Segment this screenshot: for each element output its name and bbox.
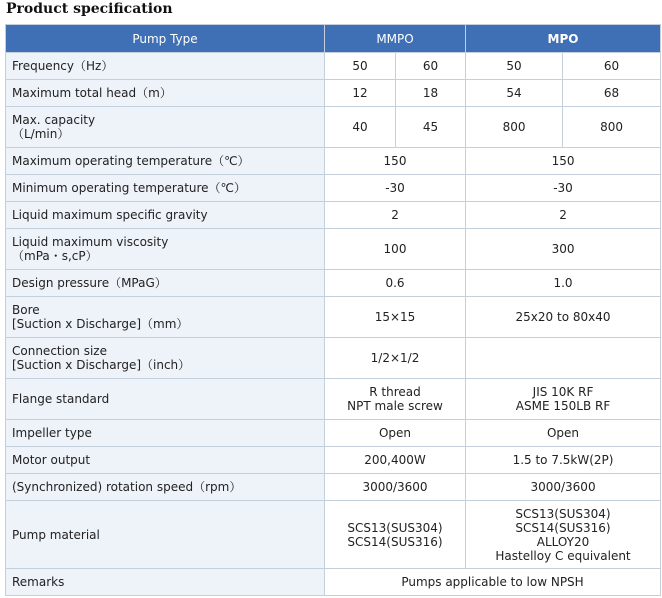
table-row	[6, 420, 661, 447]
cell-value: 50	[466, 53, 563, 80]
row-label: Max. capacity （L/min）	[6, 107, 325, 148]
table-row	[6, 148, 661, 175]
cell-value: 12	[325, 80, 396, 107]
cell-value: 300	[466, 229, 661, 270]
row-label: Motor output	[6, 447, 325, 474]
cell-value: 60	[563, 53, 661, 80]
cell-value: Pumps applicable to low NPSH	[325, 569, 661, 596]
header-mpo: MPO	[466, 25, 661, 53]
table-row	[6, 569, 661, 596]
cell-value: -30	[466, 175, 661, 202]
row-label: Minimum operating temperature（℃）	[6, 175, 325, 202]
table-row	[6, 107, 661, 148]
cell-value: 800	[466, 107, 563, 148]
row-label: Frequency（Hz）	[6, 53, 325, 80]
cell-value: JIS 10K RF ASME 150LB RF	[466, 379, 661, 420]
cell-value: 1.5 to 7.5kW(2P)	[466, 447, 661, 474]
cell-value: Open	[325, 420, 466, 447]
row-label: Maximum total head（m）	[6, 80, 325, 107]
table-row	[6, 297, 661, 338]
spec-table	[5, 24, 661, 596]
cell-value: R thread NPT male screw	[325, 379, 466, 420]
header-pump-type: Pump Type	[6, 25, 325, 53]
row-label: Liquid maximum specific gravity	[6, 202, 325, 229]
table-row	[6, 270, 661, 297]
cell-value: SCS13(SUS304) SCS14(SUS316)	[325, 501, 466, 569]
table-row	[6, 379, 661, 420]
row-label: Impeller type	[6, 420, 325, 447]
cell-value: Open	[466, 420, 661, 447]
table-row	[6, 447, 661, 474]
cell-value: 200,400W	[325, 447, 466, 474]
table-row	[6, 229, 661, 270]
row-label: Connection size [Suction x Discharge]（inch）	[6, 338, 325, 379]
cell-value: 1/2×1/2	[325, 338, 466, 379]
cell-value: 68	[563, 80, 661, 107]
cell-value: 2	[466, 202, 661, 229]
row-label: Flange standard	[6, 379, 325, 420]
header-mmpo: MMPO	[325, 25, 466, 53]
header-row	[6, 25, 661, 53]
row-label: Liquid maximum viscosity （mPa・s,cP）	[6, 229, 325, 270]
page-title: Product specification	[6, 1, 173, 17]
table-row	[6, 202, 661, 229]
cell-value: 2	[325, 202, 466, 229]
cell-value: -30	[325, 175, 466, 202]
cell-value: 800	[563, 107, 661, 148]
table-row	[6, 338, 661, 379]
row-label: Pump material	[6, 501, 325, 569]
row-label: Design pressure（MPaG）	[6, 270, 325, 297]
cell-value: 100	[325, 229, 466, 270]
table-row	[6, 80, 661, 107]
cell-value: 54	[466, 80, 563, 107]
row-label: Maximum operating temperature（℃）	[6, 148, 325, 175]
cell-value: 18	[396, 80, 466, 107]
cell-value: 1.0	[466, 270, 661, 297]
cell-value: 50	[325, 53, 396, 80]
row-label: Bore [Suction x Discharge]（mm）	[6, 297, 325, 338]
cell-value: 3000/3600	[466, 474, 661, 501]
cell-value: 0.6	[325, 270, 466, 297]
cell-value: 3000/3600	[325, 474, 466, 501]
cell-value: 60	[396, 53, 466, 80]
cell-value: 25x20 to 80x40	[466, 297, 661, 338]
cell-value: 45	[396, 107, 466, 148]
table-row	[6, 53, 661, 80]
cell-value: SCS13(SUS304) SCS14(SUS316) ALLOY20 Hastelloy C equivalent	[466, 501, 661, 569]
cell-value: 150	[466, 148, 661, 175]
cell-value: 150	[325, 148, 466, 175]
row-label: (Synchronized) rotation speed（rpm）	[6, 474, 325, 501]
cell-value: 15×15	[325, 297, 466, 338]
cell-value	[466, 338, 661, 379]
cell-value: 40	[325, 107, 396, 148]
table-row	[6, 175, 661, 202]
row-label: Remarks	[6, 569, 325, 596]
table-row	[6, 474, 661, 501]
table-row	[6, 501, 661, 569]
